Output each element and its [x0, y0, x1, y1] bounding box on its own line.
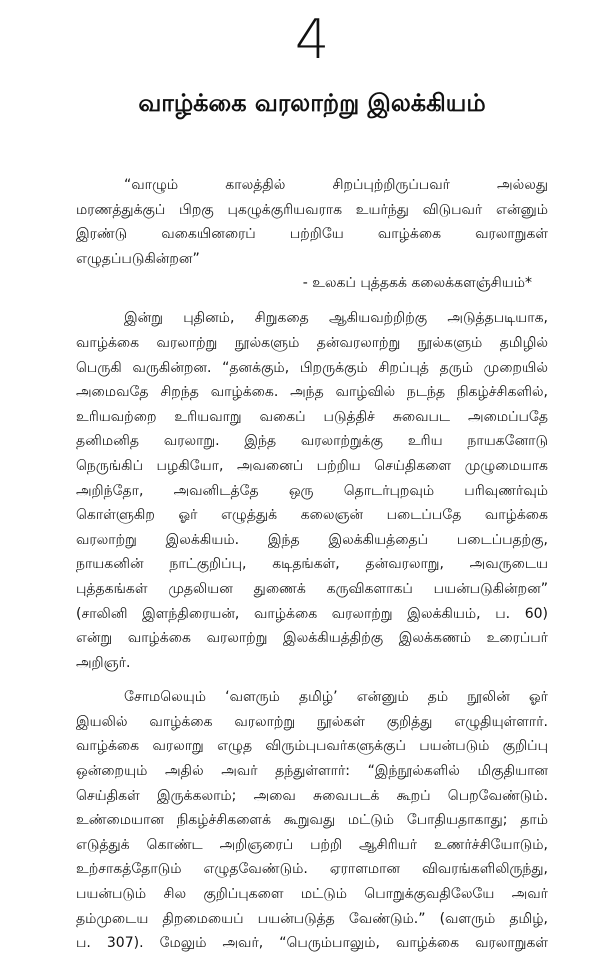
paragraph-line: (சாலினி இளந்திரையன், வாழ்க்கை வரலாற்று இலக்கியம், ப. 60) — [76, 605, 548, 622]
paragraph-line: இன்று புதினம், சிறுகதை ஆகியவற்றிற்கு அடுத்தபடியாக, — [124, 310, 548, 327]
paragraph-line: கொள்ளுகிற ஓர் எழுத்துக் கலைஞன் படைப்பதே வாழ்க்கை — [76, 507, 548, 524]
paragraph-line: செய்திகள் இருக்கலாம்; அவை சுவைபடக் கூறப் பெறவேண்டும். — [76, 787, 548, 804]
paragraph-line: வாழ்க்கை வரலாறு எழுத விரும்புபவர்களுக்குப் பயன்படும் குறிப்பு — [76, 738, 548, 755]
paragraph-line: சோமலெயும் ‘வளரும் தமிழ்’ என்னும் தம் நூலின் ஓர் — [124, 689, 548, 706]
paragraph-line: ஒன்றையும் அதில் அவர் தந்துள்ளார்: “இந்நூல்களில் மிகுதியான — [76, 763, 548, 780]
epigraph-line: இரண்டு வகையினரைப் பற்றியே வாழ்க்கை வரலாறுகள் — [76, 226, 548, 243]
paragraph-line: உரியவற்றை உரியவாறு வகைப் படுத்திச் சுவைபட அமைப்பதே — [76, 408, 548, 425]
epigraph-quote — [76, 173, 548, 271]
paragraph-line: ப. 307). மேலும் அவர், “பெரும்பாலும், வாழ்க்கை வரலாறுகள் — [76, 935, 548, 952]
paragraph-line: தனிமனித வரலாறு. இந்த வரலாற்றுக்கு உரிய நாயகனோடு — [76, 433, 548, 450]
paragraph-line: அமைவதே சிறந்த வாழ்க்கை. அந்த வாழ்வில் நடந்த நிகழ்ச்சிகளில், — [76, 384, 548, 401]
paragraph-line: அறிந்தோ, அவனிடத்தே ஒரு தொடர்புறவும் பரிவுணர்வும் — [76, 482, 548, 499]
epigraph-line: எழுதப்படுகின்றன” — [76, 250, 200, 267]
epigraph-attribution: - உலகப் புத்தகக் கலைக்களஞ்சியம்* — [302, 275, 532, 292]
paragraph-line: அறிஞர். — [76, 654, 131, 671]
paragraph-line: என்று வாழ்க்கை வரலாற்று இலக்கியத்திற்கு இலக்கணம் உரைப்பர் — [76, 630, 548, 647]
paragraph-line: உற்சாகத்தோடும் எழுதவேண்டும். ஏராளமான விவரங்களிலிருந்து, — [76, 861, 548, 878]
paragraph-line: தம்முடைய திறமையைப் பயன்படுத்த வேண்டும்.” (வளரும் தமிழ், — [76, 910, 548, 927]
paragraph-line: வரலாற்று இலக்கியம். இந்த இலக்கியத்தைப் படைப்பதற்கு, — [76, 531, 548, 548]
paragraph-line: பயன்படும் சில குறிப்புகளை மட்டும் பொறுக்குவதிலேயே அவர் — [76, 886, 548, 903]
epigraph-line: மரணத்துக்குப் பிறகு புகழுக்குரியவராக உயர்ந்து விடுபவர் என்னும் — [76, 201, 548, 218]
chapter-number: 4 — [294, 8, 330, 71]
epigraph-line: “வாழும் காலத்தில் சிறப்புற்றிருப்பவர் அல்லது — [124, 177, 548, 193]
paragraph-line: நாயகனின் நாட்குறிப்பு, கடிதங்கள், தன்வரலாறு, அவருடைய — [76, 556, 548, 573]
paragraph-line: புத்தகங்கள் முதலியன துணைக் கருவிகளாகப் பயன்படுகின்றன” — [76, 580, 548, 597]
paragraph-1 — [76, 306, 548, 675]
paragraph-line: நெருங்கிப் பழகியோ, அவனைப் பற்றிய செய்திகளை முழுமையாக — [76, 457, 548, 474]
paragraph-line: எடுத்துக் கொண்ட அறிஞரைப் பற்றி ஆசிரியர் உணர்ச்சியோடும், — [76, 836, 548, 853]
paragraph-2 — [76, 685, 548, 956]
paragraph-line: வாழ்க்கை வரலாற்று நூல்களும் தன்வரலாற்று நூல்களும் தமிழில் — [76, 334, 548, 351]
paragraph-line: இயலில் வாழ்க்கை வரலாற்று நூல்கள் குறித்து எழுதியுள்ளார். — [76, 713, 548, 730]
chapter-title: வாழ்க்கை வரலாற்று இலக்கியம் — [138, 89, 486, 117]
paragraph-line: உண்மையான நிகழ்ச்சிகளைக் கூறுவது மட்டும் போதியதாகாது; தாம் — [76, 812, 548, 829]
paragraph-line: பெருகி வருகின்றன. “தனக்கும், பிறருக்கும் சிறப்புத் தரும் முறையில் — [76, 359, 548, 376]
